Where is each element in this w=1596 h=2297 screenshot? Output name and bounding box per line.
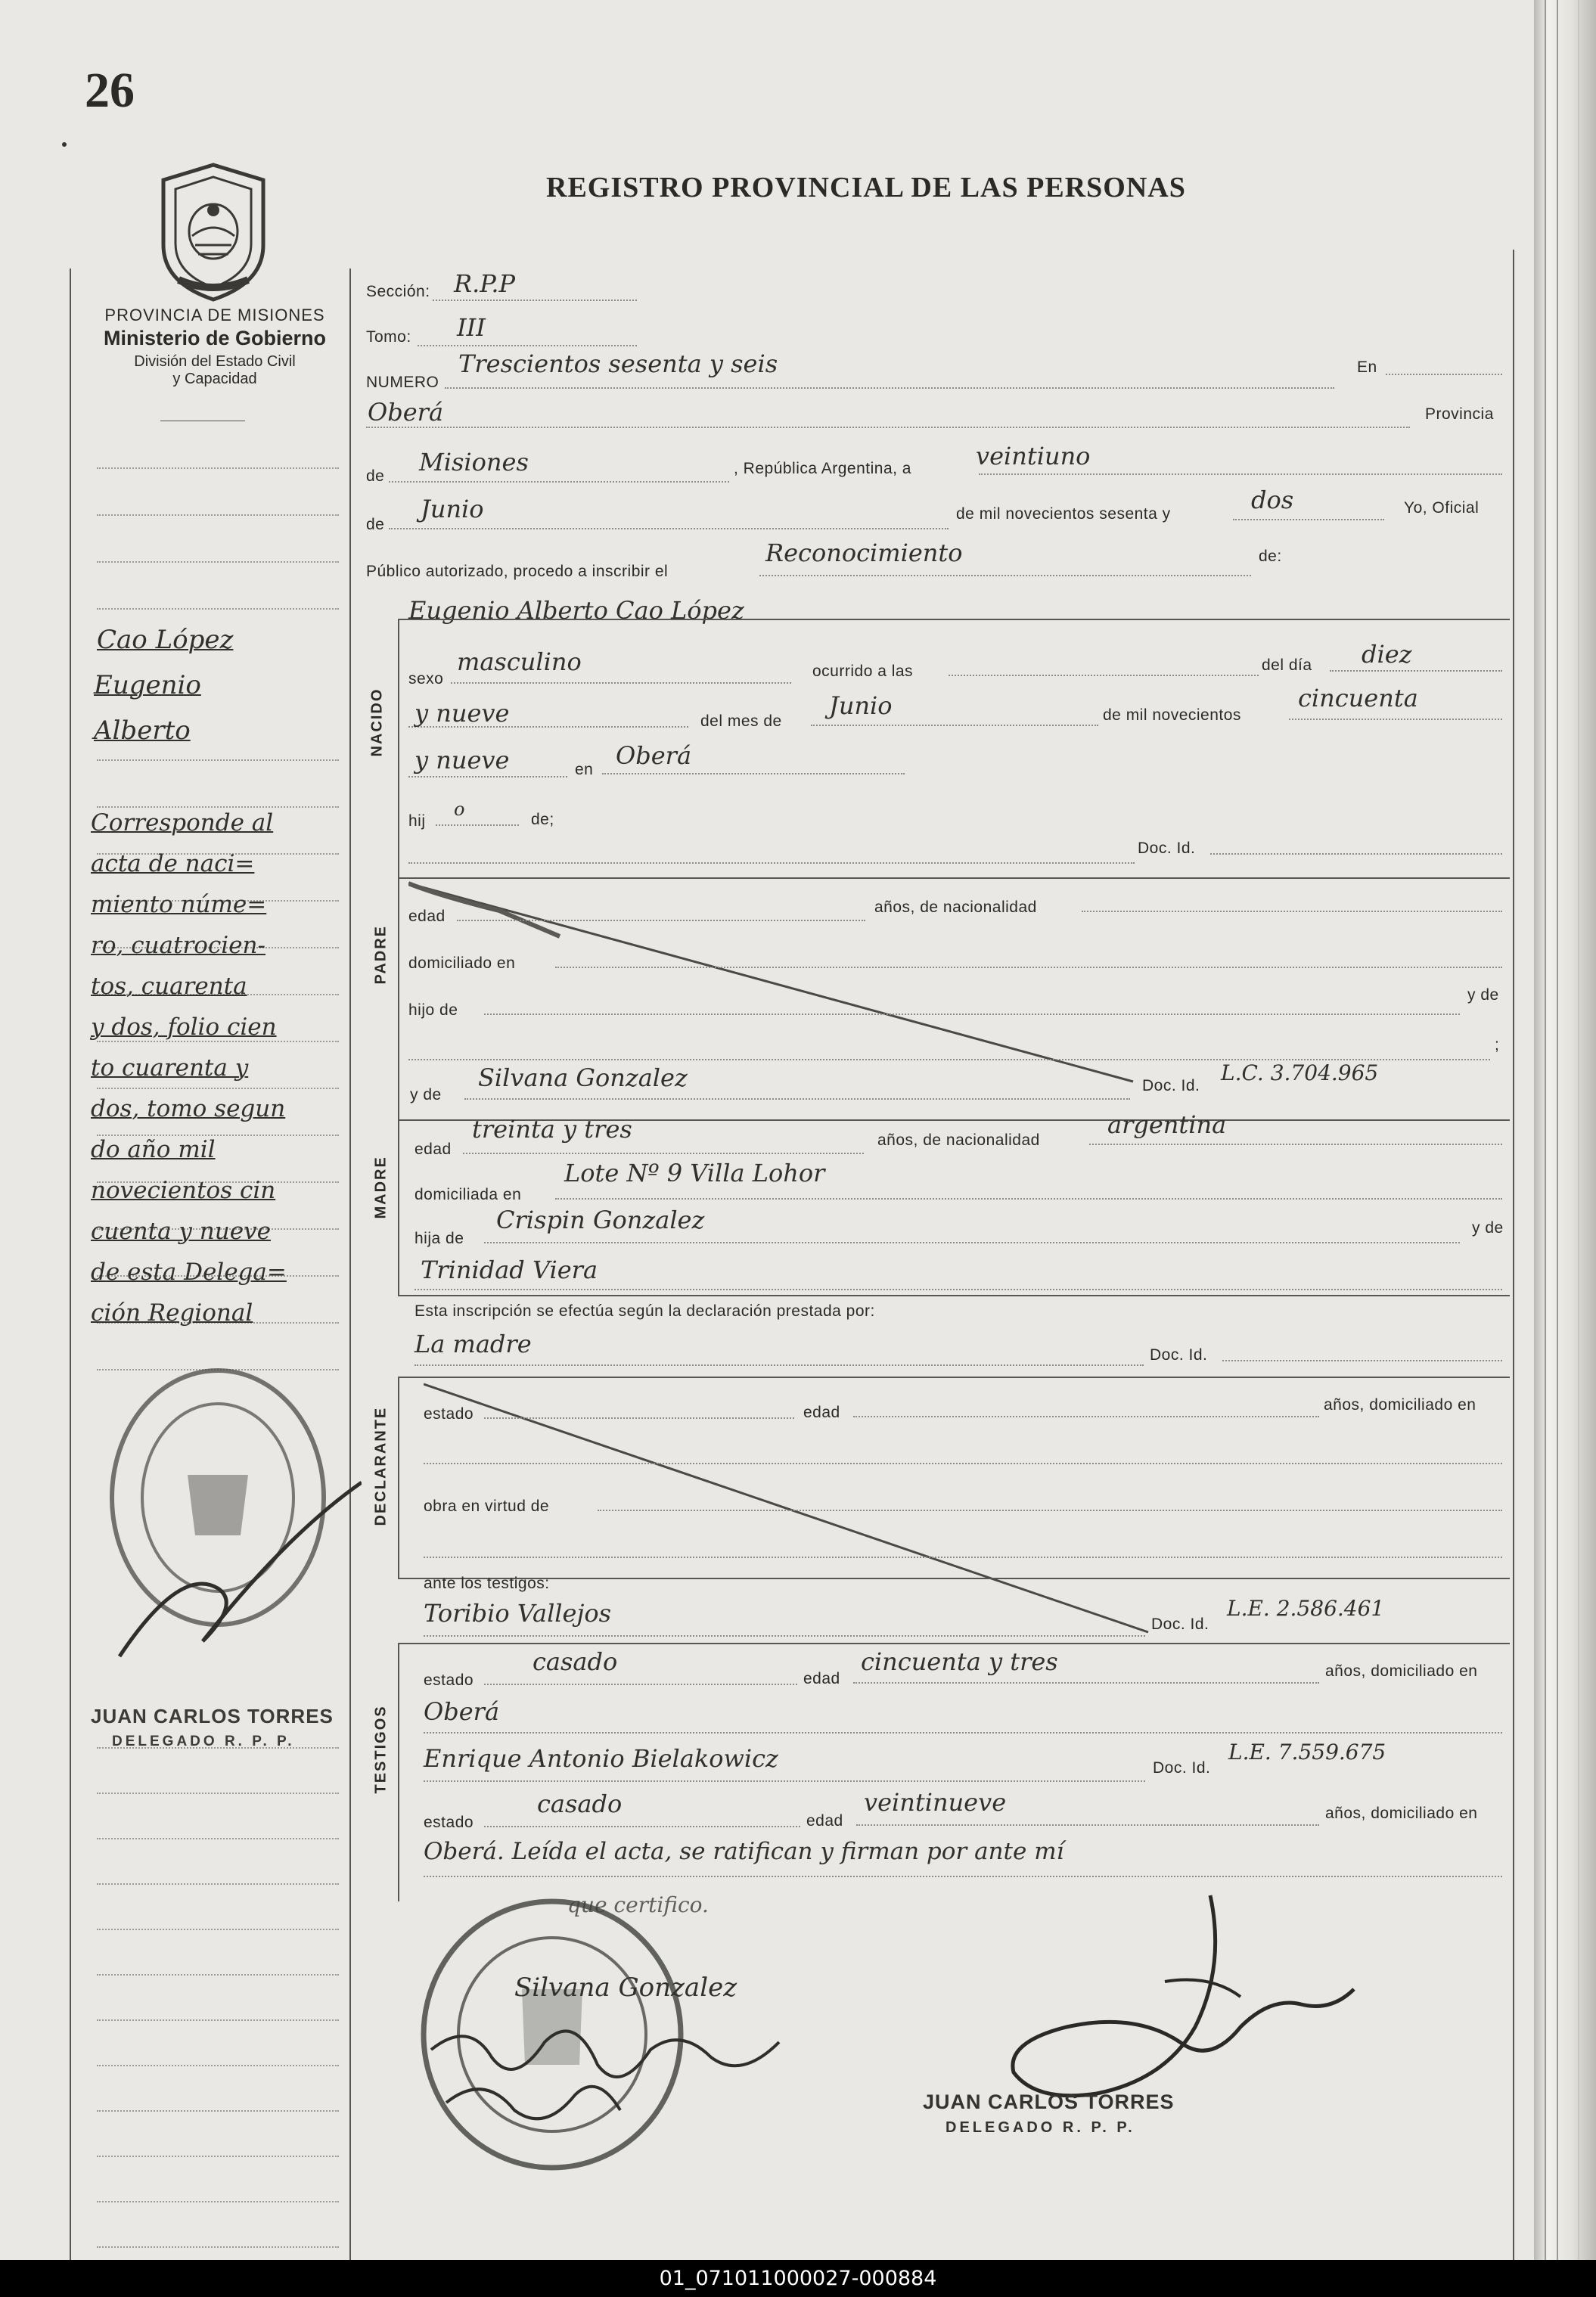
margin-line: y dos, folio cien [91,1013,277,1041]
label-provincia: Provincia [1425,405,1494,423]
label-testigo1-edad: edad [803,1670,840,1687]
label-en: En [1357,359,1377,376]
section-madre: MADRE [372,1156,390,1219]
label-de-colon: de: [1259,548,1282,565]
image-caption: 01_071011000027-000884 [0,2260,1596,2297]
label-yo-oficial: Yo, Oficial [1404,499,1480,517]
field-del-dia: diez [1362,640,1412,669]
document-title: REGISTRO PROVINCIAL DE LAS PERSONAS [546,172,1186,203]
label-sexo: sexo [408,670,444,688]
label-hij: hij [408,812,426,830]
label-declarante-estado: estado [424,1405,474,1423]
label-declarante-doc: Doc. Id. [1150,1346,1208,1364]
margin-line: dos, tomo segun [91,1095,286,1122]
label-madre-edad: edad [415,1141,452,1158]
field-mes: Junio [421,495,484,523]
field-cierre-linea1: Oberá. Leída el acta, se ratifican y firman por ante mí [424,1838,1064,1865]
field-madre-madre: Trinidad Viera [421,1256,598,1284]
field-testigo2-edad: veintinueve [864,1788,1007,1817]
field-testigo1-doc: L.E. 2.586.461 [1227,1596,1385,1621]
label-declarante-edad: edad [803,1404,840,1421]
division-label: División del Estado Civil [134,353,296,370]
field-nombre: Eugenio Alberto Cao López [408,596,744,625]
label-madre-hija-de: hija de [415,1230,464,1247]
field-dia: veintiuno [976,442,1091,470]
field-madre-domicilio: Lote Nº 9 Villa Lohor [564,1159,825,1187]
label-ante-testigos: ante los testigos: [424,1575,550,1592]
label-testigo1-domicilio: años, domiciliado en [1325,1662,1478,1680]
section-testigos: TESTIGOS [372,1705,390,1794]
field-numero: Trescientos sesenta y seis [458,349,778,378]
label-ocurrido: ocurrido a las [812,663,914,680]
field-testigo2-estado: casado [537,1789,623,1818]
signature-madre: Silvana Gonzalez [514,1973,737,2003]
official-name-left: JUAN CARLOS TORRES [91,1705,334,1727]
section-padre: PADRE [372,924,390,985]
label-padre-domicilio: domiciliado en [408,954,516,972]
field-anio: dos [1251,486,1294,514]
label-de-2: de [366,516,385,533]
page-number: 26 [85,63,135,118]
signature-witness-icon [424,2004,817,2133]
label-madre-domicilio: domiciliada en [415,1186,522,1203]
label-testigo1-doc: Doc. Id. [1151,1616,1209,1633]
margin-line: acta de naci= [91,850,255,877]
label-de-semicolon: de; [531,811,554,828]
field-provincia: Misiones [419,448,529,476]
signature-official-icon [983,1891,1362,2118]
margin-line: tos, cuarenta [91,973,247,1000]
dot-mark [62,142,67,147]
field-anio-nac: cincuenta [1298,684,1418,712]
label-testigo1-estado: estado [424,1672,474,1689]
label-madre-y-de: y de [410,1086,442,1103]
label-padre-hijo-de: hijo de [408,1001,458,1019]
margin-line: cuenta y nueve [91,1218,271,1245]
binding-edge [1534,0,1596,2260]
label-del-dia: del día [1262,657,1312,674]
field-madre-edad: treinta y tres [472,1115,632,1144]
field-testigo2-nombre: Enrique Antonio Bielakowicz [424,1744,778,1773]
label-padre-y-de: y de [1467,986,1499,1004]
label-doc-id-nacido: Doc. Id. [1138,840,1196,857]
margin-annotation [91,809,348,1340]
label-republica: , República Argentina, a [734,460,911,477]
field-seccion: R.P.P [454,269,516,298]
ministry-label: Ministerio de Gobierno [103,327,327,349]
right-border [1513,250,1514,2260]
label-tomo: Tomo: [366,328,411,346]
official-title-left: DELEGADO R. P. P. [112,1734,295,1749]
label-publico: Público autorizado, procedo a inscribir el [366,563,669,580]
label-madre-y-de-2: y de [1472,1219,1504,1237]
margin-surname: Cao López [97,625,234,655]
field-testigo1-nombre: Toribio Vallejos [424,1599,612,1628]
label-padre-edad: edad [408,908,446,925]
field-sexo: masculino [457,647,582,676]
province-label: PROVINCIA DE MISIONES [104,306,325,324]
field-del-dia-cont: y nueve [415,699,510,728]
field-testigo2-doc: L.E. 7.559.675 [1228,1740,1386,1765]
field-hij-suffix: o [454,799,465,820]
field-madre-padre: Crispin Gonzalez [496,1206,705,1234]
field-testigo1-domicilio: Oberá [424,1697,500,1726]
label-testigo2-estado: estado [424,1814,474,1831]
column-divider [349,269,351,2260]
section-declarante: DECLARANTE [372,1406,390,1526]
label-de-mil-novecientos: de mil novecientos [1103,706,1241,724]
margin-line: de esta Delega= [91,1259,287,1286]
margin-name1: Eugenio [94,670,201,700]
field-cierre-linea2: que certifico. [567,1892,709,1917]
field-declarante: La madre [415,1330,532,1358]
field-testigo1-edad: cincuenta y tres [861,1647,1058,1676]
margin-line: ción Regional [91,1299,253,1327]
label-numero: NUMERO [366,374,439,391]
field-tomo: III [457,313,486,342]
margin-line: to cuarenta y [91,1054,249,1082]
margin-name2: Alberto [94,715,191,746]
province-seal-icon [153,160,274,304]
label-obra-virtud: obra en virtud de [424,1498,550,1515]
official-title-right: DELEGADO R. P. P. [945,2119,1135,2136]
round-stamp-left-icon [89,1339,362,1672]
label-esta-inscripcion: Esta inscripción se efectúa según la declaración prestada por: [415,1302,875,1320]
margin-line: Corresponde al [91,809,274,837]
label-declarante-domicilio: años, domiciliado en [1324,1396,1476,1414]
label-madre-doc: Doc. Id. [1142,1077,1200,1094]
header-left [79,306,351,388]
section-nacido: NACIDO [368,688,386,757]
label-padre-semicolon: ; [1495,1036,1500,1054]
label-de-mil-sesenta: de mil novecientos sesenta y [956,505,1171,523]
label-seccion: Sección: [366,283,430,300]
left-border [70,269,71,2260]
label-testigo2-domicilio: años, domiciliado en [1325,1805,1478,1822]
label-de: de [366,467,385,485]
margin-line: do año mil [91,1136,216,1163]
label-testigo2-edad: edad [806,1812,843,1830]
label-testigo2-doc: Doc. Id. [1153,1759,1211,1777]
label-en-lugar: en [575,761,594,778]
field-en-place: Oberá [368,398,444,427]
label-del-mes: del mes de [700,712,782,730]
field-madre-nacionalidad: argentina [1107,1110,1227,1139]
label-madre-nacionalidad: años, de nacionalidad [877,1131,1040,1149]
margin-line: miento núme= [91,891,267,918]
field-testigo1-estado: casado [533,1647,618,1676]
field-mes-nac: Junio [829,691,893,720]
field-madre-nombre: Silvana Gonzalez [478,1063,688,1092]
capacity-label: y Capacidad [172,371,257,387]
label-padre-nacionalidad: años, de nacionalidad [874,899,1037,916]
official-name-right: JUAN CARLOS TORRES [923,2091,1175,2113]
field-inscribe: Reconocimiento [765,539,963,567]
field-madre-doc: L.C. 3.704.965 [1221,1060,1379,1085]
margin-line: novecientos cin [91,1177,276,1204]
margin-line: ro, cuatrocien- [91,932,266,959]
field-anio-nac-cont: y nueve [415,746,510,774]
field-lugar-nac: Oberá [616,741,692,770]
